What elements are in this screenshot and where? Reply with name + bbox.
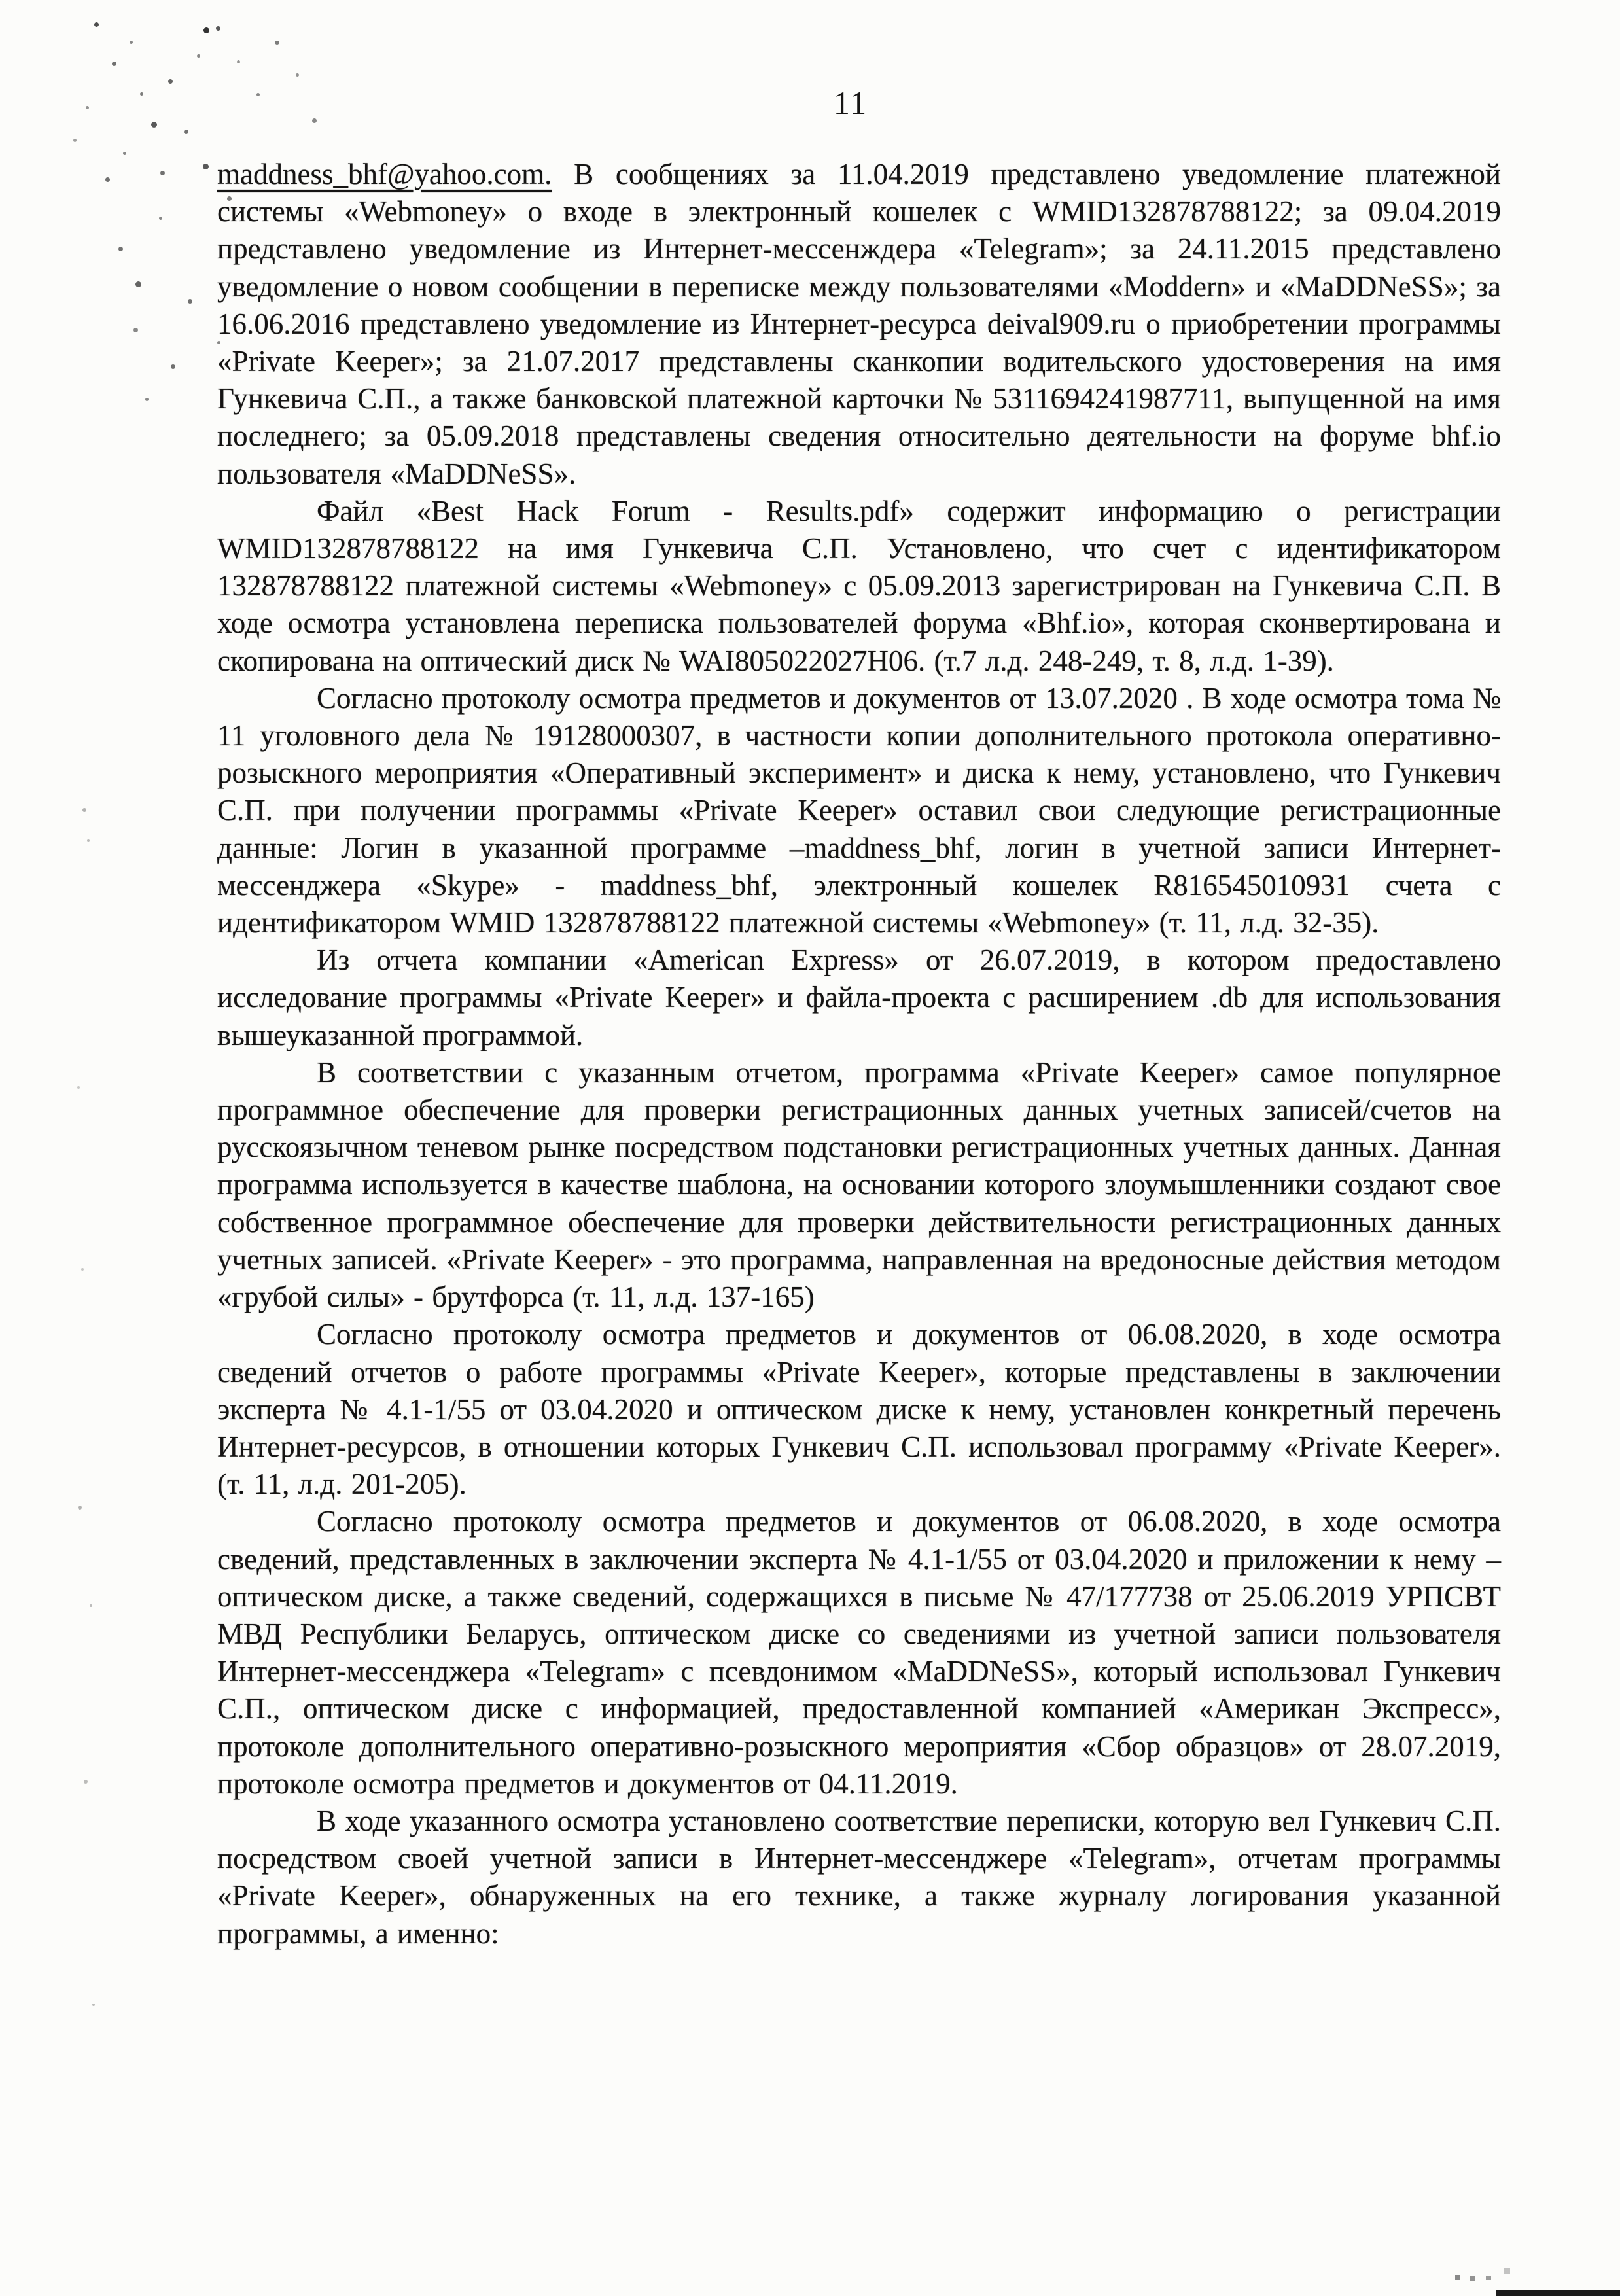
paragraph-continuation bbox=[217, 156, 1501, 493]
paragraph-text: В сообщениях за 11.04.2019 представлено уведомление платежной системы «Webmoney» о входе в электронный кошелек с WMID132878788122; за 09.04.2019 представлено уведомление из Интернет-мессенждера «Telegram»; за 24.11.2015 представлено уведомление о новом сообщении в переписке между пользователями «Moddern» и «MaDDNeSS»; за 16.06.2016 представлено уведомление из Интернет-ресурса deival909.ru о приобретении программы «Private Keeper»; за 21.07.2017 представлены сканкопии водительского удостоверения на имя Гункевича С.П., а также банковской платежной карточки № 5311694241987711, выпущенной на имя последнего; за 05.09.2018 представлены сведения относительно деятельности на форуме bhf.io пользователя «MaDDNeSS». bbox=[217, 158, 1501, 490]
paragraph-protocol-06-08-2020-expert: Согласно протоколу осмотра предметов и документов от 06.08.2020, в ходе осмотра сведений, представленных в заключении эксперта № 4.1-1/55 от 03.04.2020 и приложении к нему – оптическом диске, а также сведений, содержащихся в письме № 47/177738 от 25.06.2019 УРПСВТ МВД Республики Беларусь, оптическом диске со сведениями из учетной записи пользователя Интернет-мессенджера «Telegram» с псевдонимом «MaDDNeSS», который использовал Гункевич С.П., оптическом диске с информацией, предоставленной компанией «Американ Экспресс», протоколе дополнительного оперативно-розыскного мероприятия «Сбор образцов» от 28.07.2019, протоколе осмотра предметов и документов от 04.11.2019. bbox=[217, 1505, 1501, 1800]
paragraph-inspection-conclusion: В ходе указанного осмотра установлено соответствие переписки, которую вел Гункевич С.П. посредством своей учетной записи в Интернет-мессенджере «Telegram», отчетам программы «Private Keeper», обнаруженных на его технике, а также журналу логирования указанной программы, а именно: bbox=[217, 1804, 1501, 1950]
scan-edge-dots bbox=[0, 0, 4, 3]
page-number: 11 bbox=[833, 84, 868, 121]
paragraph-protocol-13-07-2020: Согласно протоколу осмотра предметов и документов от 13.07.2020 . В ходе осмотра тома № 11 уголовного дела № 19128000307, в частности копии дополнительного протокола оперативно-розыскного мероприятия «Оперативный эксперимент» и диска к нему, установлено, что Гункевич С.П. при получении программы «Private Keeper» оставил свои следующие регистрационные данные: Логин в указанной программе –maddness_bhf, логин в учетной записи Интернет-мессенджера «Skype» - maddness_bhf, электронный кошелек R816545010931 счета с идентификатором WMID 132878788122 платежной системы «Webmoney» (т. 11, л.д. 32-35). bbox=[217, 681, 1501, 940]
scan-edge-artifact bbox=[1496, 2290, 1620, 2296]
paragraph-protocol-06-08-2020-reports: Согласно протоколу осмотра предметов и документов от 06.08.2020, в ходе осмотра сведений отчетов о работе программы «Private Keeper», которые представлены в заключении эксперта № 4.1-1/55 от 03.04.2020 и оптическом диске к нему, установлен конкретный перечень Интернет-ресурсов, в отношении которых Гункевич С.П. использовал программу «Private Keeper». (т. 11, л.д. 201-205). bbox=[217, 1318, 1501, 1501]
paragraph-private-keeper-description: В соответствии с указанным отчетом, программа «Private Keeper» самое популярное программное обеспечение для проверки регистрационных данных учетных записей/счетов на русскоязычном теневом рынке посредством подстановки регистрационных учетных данных. Данная программа используется в качестве шаблона, на основании которого злоумышленники создают свое собственное программное обеспечение для проверки действительности регистрационных данных учетных записей. «Private Keeper» - это программа, направленная на вредоносные действия методом «грубой силы» - брутфорса (т. 11, л.д. 137-165) bbox=[217, 1055, 1501, 1314]
paragraph-file-best-hack-forum: Файл «Best Hack Forum - Results.pdf» содержит информацию о регистрации WMID132878788122 на имя Гункевича С.П. Установлено, что счет с идентификатором 132878788122 платежной системы «Webmoney» с 05.09.2013 зарегистрирован на Гункевича С.П. В ходе осмотра установлена переписка пользователей форума «Bhf.io», которая сконвертирована и скопирована на оптический диск № WAI805022027H06. (т.7 л.д. 248-249, т. 8, л.д. 1-39). bbox=[217, 494, 1501, 677]
paragraph-american-express-report: Из отчета компании «American Express» от 26.07.2019, в котором предоставлено исследование программы «Private Keeper» и файла-проекта с расширением .db для использования вышеуказанной программой. bbox=[217, 944, 1501, 1051]
document-body bbox=[217, 156, 1501, 1952]
underlined-email-text: maddness_bhf@yahoo.com. bbox=[217, 158, 552, 190]
